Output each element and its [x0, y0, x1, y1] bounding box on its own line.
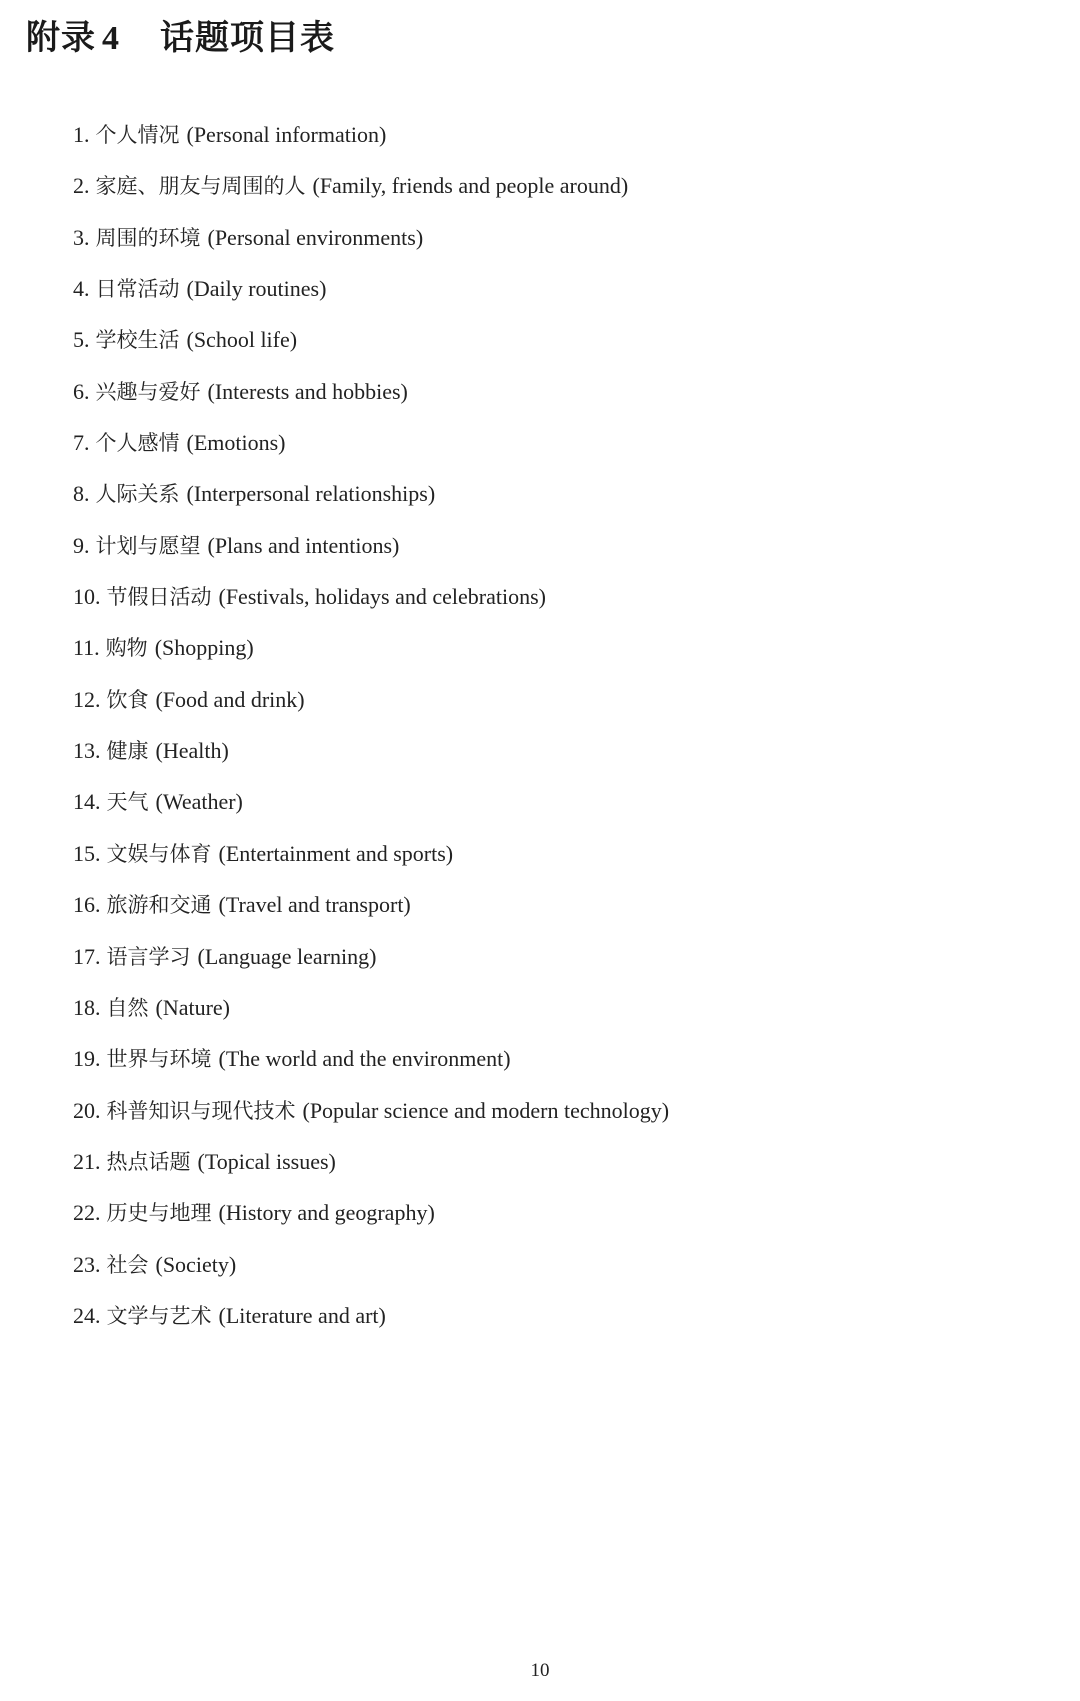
topic-english: (Family, friends and people around)	[312, 173, 629, 199]
topic-chinese: 世界与环境	[106, 1047, 212, 1072]
list-item	[73, 685, 669, 736]
topic-number: 22.	[73, 1200, 101, 1226]
topic-chinese: 旅游和交通	[106, 893, 212, 918]
topic-english: (Nature)	[155, 994, 231, 1020]
list-item	[73, 1250, 669, 1301]
list-item	[73, 787, 669, 838]
page-title	[26, 14, 335, 63]
topic-number: 9.	[73, 532, 90, 558]
list-item	[73, 993, 669, 1044]
topic-number: 15.	[73, 840, 101, 866]
topic-english: (Plans and intentions)	[207, 532, 400, 558]
topic-english: (Festivals, holidays and celebrations)	[218, 584, 546, 610]
topic-chinese: 社会	[106, 1252, 149, 1277]
topic-chinese: 周围的环境	[95, 225, 201, 250]
list-item	[73, 1301, 669, 1352]
title-text: 话题项目表	[160, 18, 335, 58]
topic-number: 4.	[73, 276, 90, 302]
topic-chinese: 计划与愿望	[95, 533, 201, 558]
topic-english: (Shopping)	[154, 635, 254, 661]
list-item	[73, 839, 669, 890]
list-item	[73, 942, 669, 993]
list-item	[73, 274, 669, 325]
topic-list	[73, 120, 669, 1352]
topic-english: (Interpersonal relationships)	[186, 481, 436, 507]
topic-number: 16.	[73, 892, 101, 918]
topic-number: 23.	[73, 1251, 101, 1277]
list-item	[73, 1044, 669, 1095]
list-item	[73, 531, 669, 582]
list-item	[73, 171, 669, 222]
topic-chinese: 节假日活动	[106, 585, 212, 610]
list-item	[73, 325, 669, 376]
topic-english: (Interests and hobbies)	[207, 378, 408, 404]
topic-number: 18.	[73, 994, 101, 1020]
topic-number: 8.	[73, 481, 90, 507]
list-item	[73, 890, 669, 941]
topic-english: (Food and drink)	[155, 686, 305, 712]
page-number: 10	[530, 1660, 550, 1681]
topic-english: (The world and the environment)	[218, 1046, 511, 1072]
topic-english: (Topical issues)	[197, 1148, 336, 1174]
topic-number: 5.	[73, 327, 90, 353]
list-item	[73, 479, 669, 530]
title-number: 4	[102, 20, 120, 57]
topic-number: 20.	[73, 1097, 101, 1123]
list-item	[73, 1096, 669, 1147]
topic-chinese: 历史与地理	[106, 1201, 212, 1226]
topic-number: 19.	[73, 1046, 101, 1072]
topic-chinese: 学校生活	[95, 328, 180, 353]
topic-chinese: 健康	[106, 739, 149, 764]
topic-english: (Personal environments)	[207, 224, 424, 250]
topic-chinese: 家庭、朋友与周围的人	[95, 174, 306, 199]
topic-number: 7.	[73, 430, 90, 456]
topic-chinese: 科普知识与现代技术	[106, 1098, 296, 1123]
topic-english: (Literature and art)	[218, 1302, 386, 1328]
topic-number: 13.	[73, 738, 101, 764]
topic-chinese: 语言学习	[106, 944, 191, 969]
topic-chinese: 日常活动	[95, 277, 180, 302]
topic-chinese: 个人情况	[95, 123, 180, 147]
list-item	[73, 377, 669, 428]
topic-english: (Emotions)	[186, 430, 286, 456]
topic-number: 24.	[73, 1302, 101, 1328]
topic-number: 21.	[73, 1148, 101, 1174]
topic-english: (History and geography)	[218, 1200, 435, 1226]
topic-english: (Weather)	[155, 789, 243, 815]
topic-english: (Daily routines)	[186, 276, 327, 302]
list-item	[73, 1147, 669, 1198]
topic-english: (Health)	[155, 738, 229, 764]
topic-english: (Popular science and modern technology)	[302, 1097, 670, 1123]
topic-number: 10.	[73, 584, 101, 610]
topic-chinese: 购物	[105, 636, 148, 661]
topic-chinese: 热点话题	[106, 1149, 191, 1174]
list-item	[73, 582, 669, 633]
topic-chinese: 自然	[106, 995, 149, 1020]
topic-chinese: 人际关系	[95, 482, 180, 507]
topic-chinese: 兴趣与爱好	[95, 379, 201, 404]
list-item	[73, 1198, 669, 1249]
topic-number: 1.	[73, 122, 90, 147]
topic-chinese: 文学与艺术	[106, 1303, 212, 1328]
title-prefix: 附录	[26, 18, 96, 58]
topic-number: 6.	[73, 378, 90, 404]
topic-chinese: 文娱与体育	[106, 841, 212, 866]
list-item	[73, 120, 669, 171]
topic-chinese: 天气	[106, 790, 149, 815]
topic-number: 2.	[73, 173, 90, 199]
topic-chinese: 饮食	[106, 687, 149, 712]
topic-chinese: 个人感情	[95, 431, 180, 456]
topic-number: 12.	[73, 686, 101, 712]
topic-english: (Language learning)	[197, 943, 377, 969]
topic-english: (Entertainment and sports)	[218, 840, 454, 866]
topic-english: (Personal information)	[186, 122, 387, 147]
topic-number: 11.	[73, 635, 100, 661]
list-item	[73, 633, 669, 684]
list-item	[73, 428, 669, 479]
topic-english: (School life)	[186, 327, 298, 353]
topic-number: 3.	[73, 224, 90, 250]
topic-number: 14.	[73, 789, 101, 815]
topic-english: (Society)	[155, 1251, 237, 1277]
list-item	[73, 736, 669, 787]
list-item	[73, 223, 669, 274]
topic-english: (Travel and transport)	[218, 892, 411, 918]
topic-number: 17.	[73, 943, 101, 969]
